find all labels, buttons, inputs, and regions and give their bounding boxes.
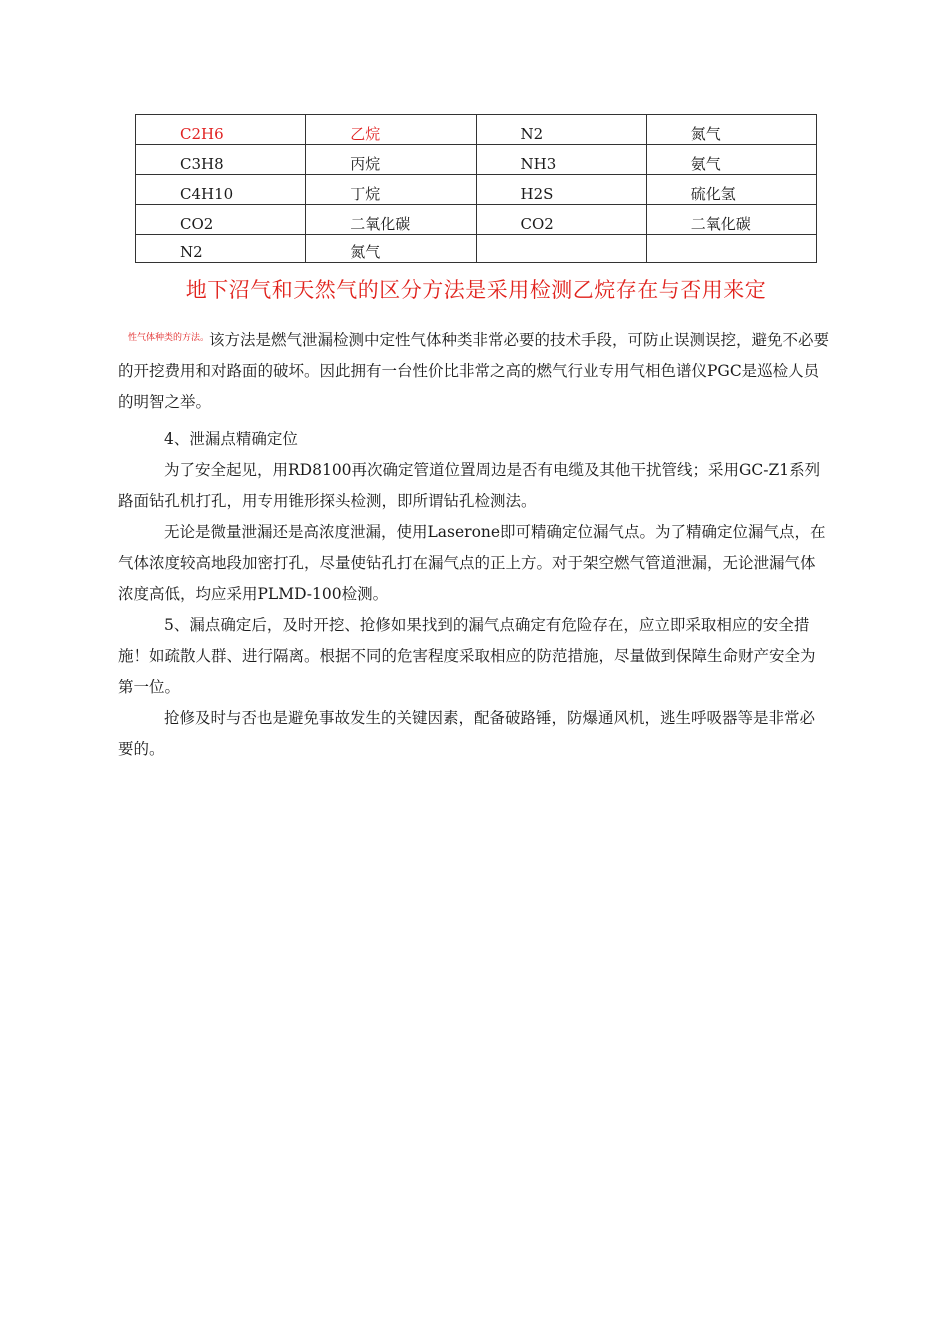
table-cell bbox=[646, 235, 816, 263]
paragraph-2: 为了安全起见，用RD8100再次确定管道位置周边是否有电缆及其他干扰管线；采用GC-Z1系列路面钻孔机打孔，用专用锥形探头检测，即所谓钻孔检测法。 bbox=[118, 461, 821, 510]
table-cell: C4H10 bbox=[136, 175, 306, 205]
table-row bbox=[136, 205, 817, 235]
table-cell: N2 bbox=[476, 115, 646, 145]
table-row bbox=[136, 175, 817, 205]
table-cell: 硫化氢 bbox=[646, 175, 816, 205]
paragraph-text: 该方法是燃气泄漏检测中定性气体种类非常必要的技术手段，可防止误测误挖，避免不必要的开挖费用和对路面的破坏。因此拥有一台性价比非常之高的燃气行业专用气相色谱仪PGC是巡检人员的明智之举。 bbox=[118, 331, 830, 411]
table-cell: 二氧化碳 bbox=[646, 205, 816, 235]
red-heading: 地下沼气和天然气的区分方法是采用检测乙烷存在与否用来定 bbox=[185, 278, 767, 302]
paragraph-1 bbox=[118, 323, 830, 418]
paragraph-4: 5、漏点确定后，及时开挖、抢修如果找到的漏气点确定有危险存在，应立即采取相应的安全措施！如疏散人群、进行隔离。根据不同的危害程度采取相应的防范措施，尽量做到保障生命财产安全为第一位。 bbox=[118, 616, 816, 696]
table-cell: 氮气 bbox=[646, 115, 816, 145]
table-cell: C2H6 bbox=[136, 115, 306, 145]
section-title: 4、泄漏点精确定位 bbox=[164, 430, 298, 448]
table-cell: 乙烷 bbox=[306, 115, 476, 145]
table-cell: 氮气 bbox=[306, 235, 476, 263]
table-row bbox=[136, 235, 817, 263]
table-cell bbox=[476, 235, 646, 263]
table-cell: 二氧化碳 bbox=[306, 205, 476, 235]
table-cell: 氨气 bbox=[646, 145, 816, 175]
table-cell: CO2 bbox=[476, 205, 646, 235]
paragraph-3: 无论是微量泄漏还是高浓度泄漏，使用Laserone即可精确定位漏气点。为了精确定位漏气点，在气体浓度较高地段加密打孔，尽量使钻孔打在漏气点的正上方。对于架空燃气管道泄漏，无论泄漏气体浓度高低，均应采用PLMD-100检测。 bbox=[118, 523, 826, 603]
small-note: 性气体种类的方法。 bbox=[128, 333, 210, 343]
paragraph-5: 抢修及时与否也是避免事故发生的关键因素，配备破路锤，防爆通风机，逃生呼吸器等是非常必要的。 bbox=[118, 709, 816, 758]
section-4 bbox=[118, 424, 830, 765]
table-row bbox=[136, 145, 817, 175]
table-cell: 丁烷 bbox=[306, 175, 476, 205]
table-cell: CO2 bbox=[136, 205, 306, 235]
table-cell: C3H8 bbox=[136, 145, 306, 175]
table-cell: H2S bbox=[476, 175, 646, 205]
table-cell: NH3 bbox=[476, 145, 646, 175]
table-cell: 丙烷 bbox=[306, 145, 476, 175]
table-row bbox=[136, 115, 817, 145]
table-cell: N2 bbox=[136, 235, 306, 263]
gas-table bbox=[135, 114, 817, 263]
